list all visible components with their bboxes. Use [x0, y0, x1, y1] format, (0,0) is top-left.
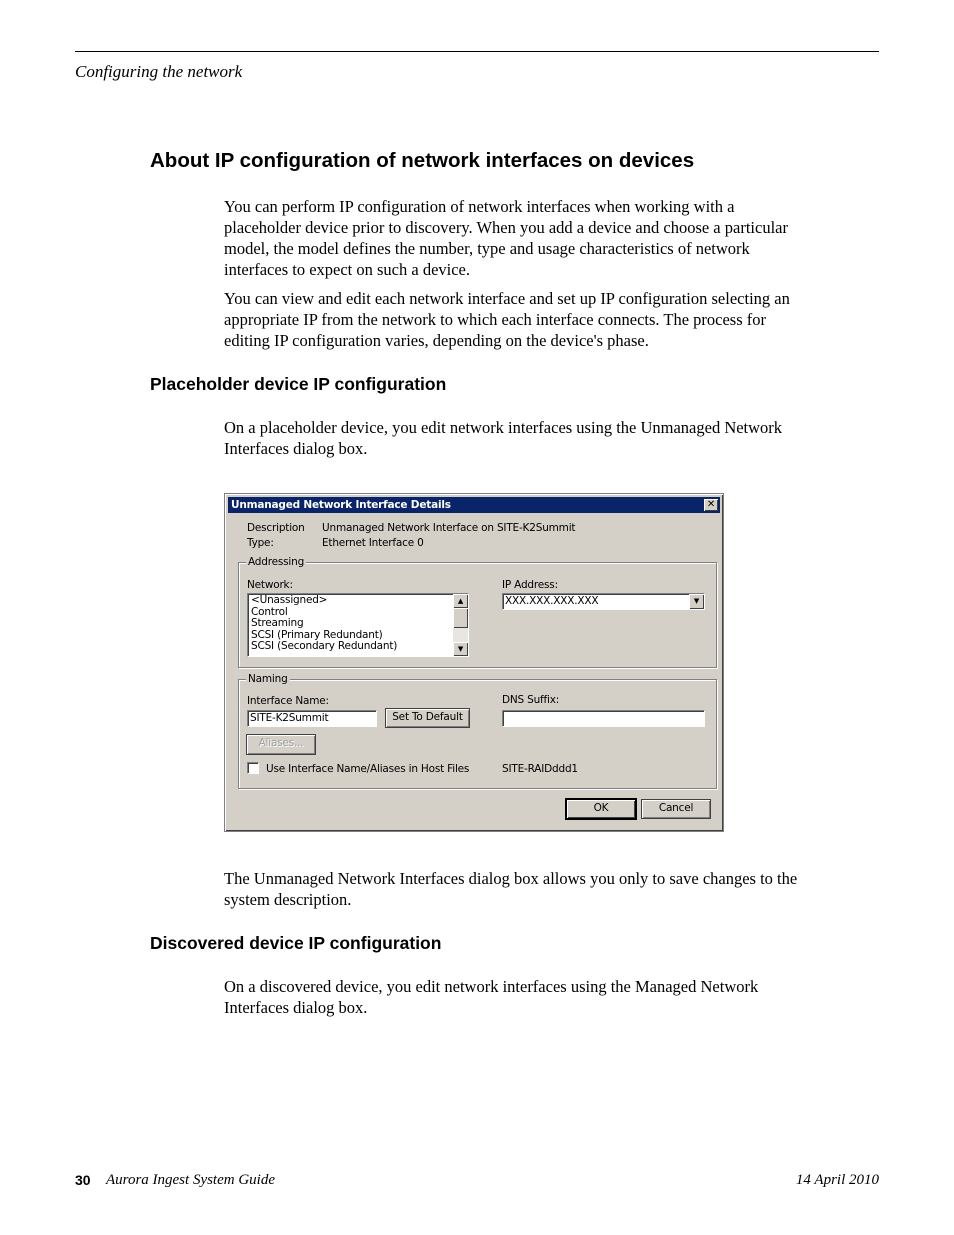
scroll-thumb[interactable] — [453, 608, 468, 628]
use-names-label: Use Interface Name/Aliases in Host Files — [266, 763, 470, 775]
dialog-title: Unmanaged Network Interface Details — [231, 499, 451, 511]
header-rule — [75, 51, 879, 52]
close-icon[interactable]: ✕ — [704, 499, 718, 511]
list-item[interactable]: SCSI (Primary Redundant) — [251, 628, 383, 641]
dialog-titlebar — [228, 497, 720, 513]
aliases-button[interactable]: Aliases... — [246, 734, 316, 755]
list-item[interactable]: Control — [251, 605, 288, 618]
description-label: Description — [247, 522, 305, 534]
scroll-down-icon[interactable]: ▼ — [453, 642, 468, 656]
dns-suffix-input[interactable] — [502, 710, 705, 727]
use-names-checkbox[interactable] — [247, 762, 259, 774]
placeholder-paragraph-2: The Unmanaged Network Interfaces dialog box allows you only to save changes to the system description. — [224, 869, 798, 909]
scroll-up-icon[interactable]: ▲ — [453, 594, 468, 608]
discovered-title: Discovered device IP configuration — [150, 933, 442, 953]
cancel-button[interactable]: Cancel — [641, 799, 711, 819]
section-paragraph-1: You can perform IP configuration of network interfaces when working with a placeholder device prior to discovery. When you add a device and choose a particular model, the model defines the number, type and usage characteristics of network interfaces to expect on such a device. — [224, 197, 788, 279]
footer-guide-title: Aurora Ingest System Guide — [106, 1172, 275, 1188]
interface-name-value: SITE-K2Summit — [250, 712, 329, 724]
page-number: 30 — [75, 1172, 91, 1188]
ip-address-value: XXX.XXX.XXX.XXX — [505, 595, 599, 607]
ip-address-label: IP Address: — [502, 579, 558, 591]
network-scrollbar[interactable] — [453, 594, 468, 656]
section-title: About IP configuration of network interfaces on devices — [150, 149, 695, 172]
type-value: Ethernet Interface 0 — [322, 537, 424, 549]
footer-date: 14 April 2010 — [795, 1172, 879, 1188]
running-head: Configuring the network — [75, 62, 243, 81]
host-value: SITE-RAIDddd1 — [502, 763, 578, 775]
network-label: Network: — [247, 579, 293, 591]
interface-name-label: Interface Name: — [247, 695, 329, 707]
addressing-group-label: Addressing — [248, 556, 305, 568]
ok-button[interactable]: OK — [566, 799, 636, 819]
section-paragraph-2: You can view and edit each network interface and set up IP configuration selecting an appropriate IP from the network to which each interface connects. The process for editing IP configuration varies, depending on the device's phase. — [224, 289, 790, 350]
network-listbox[interactable] — [247, 593, 469, 657]
list-item[interactable]: Streaming — [251, 617, 304, 630]
network-list-items — [251, 595, 397, 653]
description-value: Unmanaged Network Interface on SITE-K2Summit — [322, 522, 576, 534]
discovered-paragraph-1: On a discovered device, you edit network interfaces using the Managed Network Interfaces dialog box. — [224, 977, 759, 1017]
list-item[interactable]: <Unassigned> — [251, 594, 328, 606]
dns-suffix-label: DNS Suffix: — [502, 694, 560, 706]
type-label: Type: — [247, 537, 274, 549]
ip-address-combo[interactable] — [502, 593, 705, 610]
interface-name-input[interactable] — [247, 710, 377, 727]
set-to-default-button[interactable]: Set To Default — [385, 708, 470, 728]
unmanaged-network-interface-dialog — [224, 493, 724, 832]
placeholder-paragraph-1: On a placeholder device, you edit network interfaces using the Unmanaged Network Interfaces dialog box. — [224, 418, 783, 458]
naming-group-label: Naming — [248, 673, 288, 685]
list-item[interactable]: SCSI (Secondary Redundant) — [251, 640, 398, 653]
chevron-down-icon[interactable]: ▼ — [689, 594, 704, 609]
placeholder-title: Placeholder device IP configuration — [150, 374, 447, 394]
